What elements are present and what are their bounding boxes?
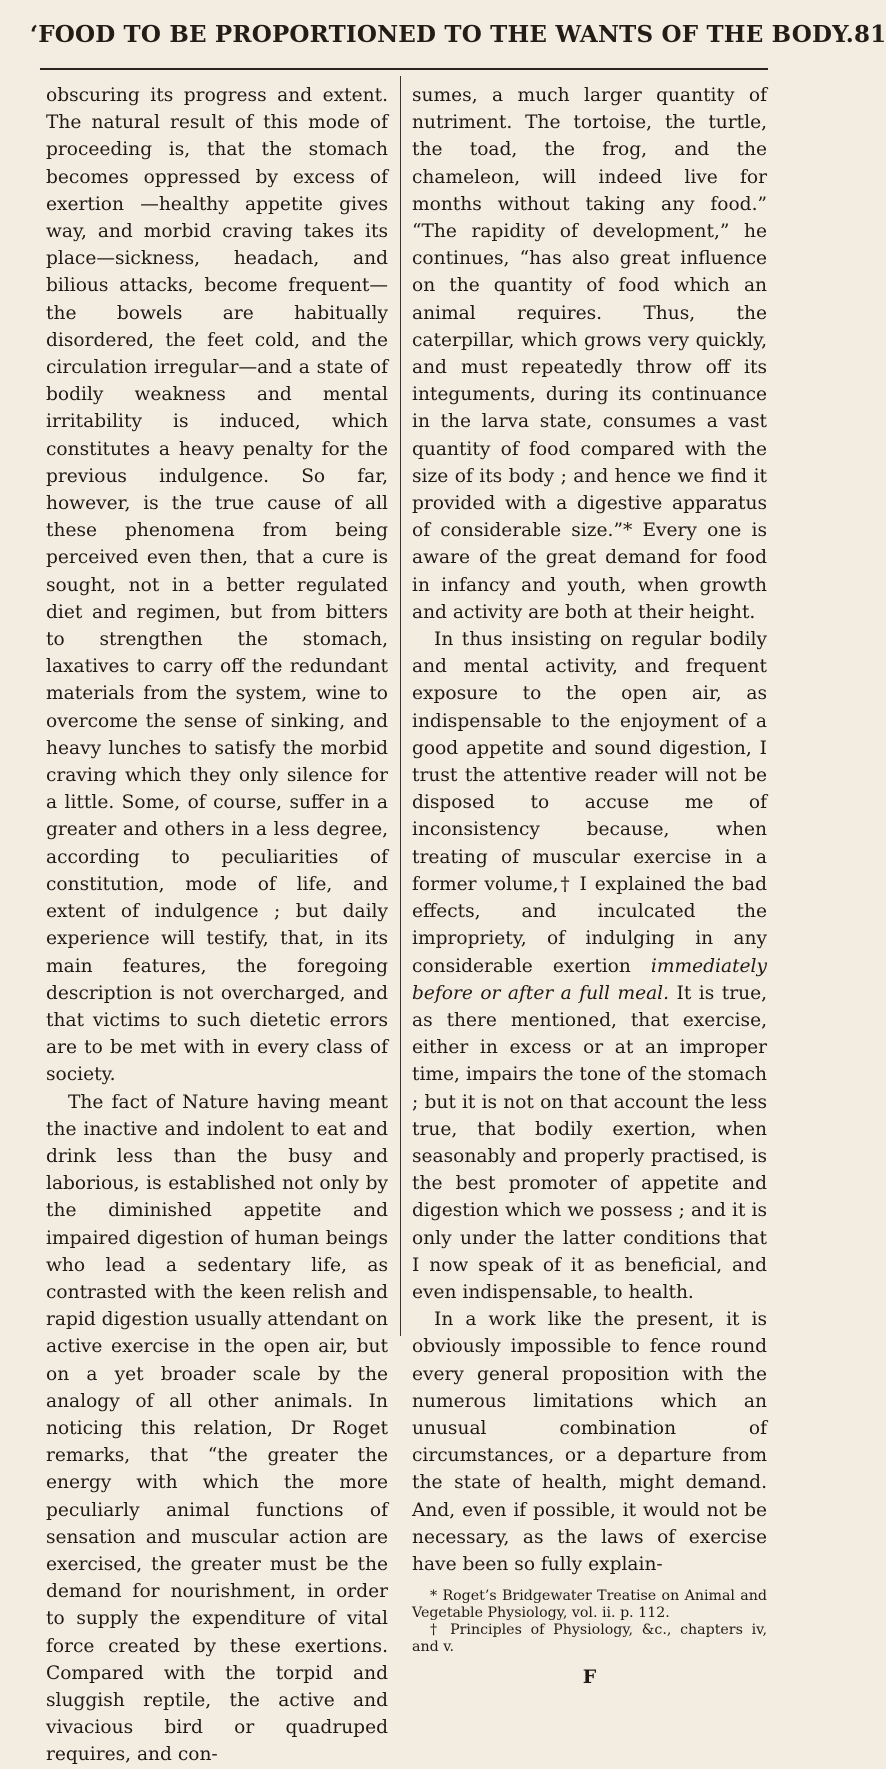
right-column (412, 82, 767, 1691)
paragraph: In a work like the present, it is obviously impossible to fence round every general proposition with the numerous limitations which an unusual combination of circumstances, or a departure from the state of health, might demand. And, even if possible, it would not be necessary, as the laws of exercise have been so fully explain- (412, 1309, 767, 1575)
footnote: † Principles of Physiology, &c., chapters iv, and v. (412, 1622, 767, 1656)
paragraph (412, 626, 767, 1306)
running-head (30, 10, 886, 58)
paragraph: sumes, a much larger quantity of nutriment. The tortoise, the turtle, the toad, the frog, and the chameleon, will indeed live for months without taking any food.” “The rapidity of development,” he continues, “has also great influence on the quantity of food which an animal requires. Thus, the caterpillar, which grows very quickly, and must repeatedly throw off its integuments, during its continuance in the larva state, consumes a vast quantity of food compared with the size of its body ; and hence we find it provided with a digestive apparatus of considerable size.”* Every one is aware of the great demand for food in infancy and youth, when growth and activity are both at their height. (412, 85, 767, 623)
paragraph: obscuring its progress and extent. The natural result of this mode of proceeding is, that the stomach becomes oppressed by excess of exertion —healthy appetite gives way, and morbid craving takes its place—sickness, headach, and bilious attacks, become frequent—the bowels are habitually disordered, the feet cold, and the circulation irregular—and a state of bodily weakness and mental irritability is induced, which constitutes a heavy penalty for the previous indulgence. So far, however, is the true cause of all these phenomena from being perceived even then, that a cure is sought, not in a better regulated diet and regimen, but from bitters to strengthen the stomach, laxatives to carry off the redundant materials from the system, wine to overcome the sense of sinking, and heavy lunches to satisfy the morbid craving which they only silence for a little. Some, of course, suffer in a greater and others in a less degree, according to peculiarities of constitution, mode of life, and extent of indulgence ; but daily experience will testify, that, in its main features, the foregoing description is not overcharged, and that victims to such dietetic errors are to be met with in every class of society. (46, 85, 388, 1086)
footnotes (412, 1588, 767, 1656)
paragraph-text: It is true, as there mentioned, that exercise, either in excess or at an improper time, impairs the tone of the stomach ; but it is not on that account the less true, that bodily exertion, when seasonably and properly practised, is the best promoter of appetite and digestion which we possess ; and it is only under the latter conditions that I now speak of it as beneficial, and even indispensable, to health. (412, 982, 767, 1303)
footnote: * Roget’s Bridgewater Treatise on Animal and Vegetable Physiology, vol. ii. p. 112. (412, 1588, 767, 1622)
page-number: 81 (853, 20, 886, 48)
header-rule (40, 68, 768, 70)
signature-mark: F (582, 1666, 597, 1689)
left-column (46, 82, 388, 1769)
paragraph: The fact of Nature having meant the inactive and indolent to eat and drink less than the busy and laborious, is established not only by the diminished appetite and impaired digestion of human beings who lead a sedentary life, as contrasted with the keen relish and rapid digestion usually attendant on active exercise in the open air, but on a yet broader scale by the analogy of all other animals. In noticing this relation, Dr Roget remarks, that “the greater the energy with which the more peculiarly animal functions of sensation and muscular action are exercised, the greater must be the demand for nourishment, in order to supply the expenditure of vital force created by these exertions. Compared with the torpid and sluggish reptile, the active and vivacious bird or quadruped requires, and con- (46, 1091, 388, 1766)
running-head-title: ‘FOOD TO BE PROPORTIONED TO THE WANTS OF THE BODY. (30, 20, 854, 48)
column-divider (400, 76, 401, 1336)
paragraph-text: In thus insisting on regular bodily and mental activity, and frequent exposure to the open air, as indispensable to the enjoyment of a good appetite and sound digestion, I trust the attentive reader will not be disposed to accuse me of inconsistency because, when treating of muscular exercise in a former volume,† I explained the bad effects, and inculcated the impropriety, of indulging in any considerable exertion (412, 629, 767, 977)
italic-emphasis: immediately before or after a full meal. (412, 955, 767, 1004)
